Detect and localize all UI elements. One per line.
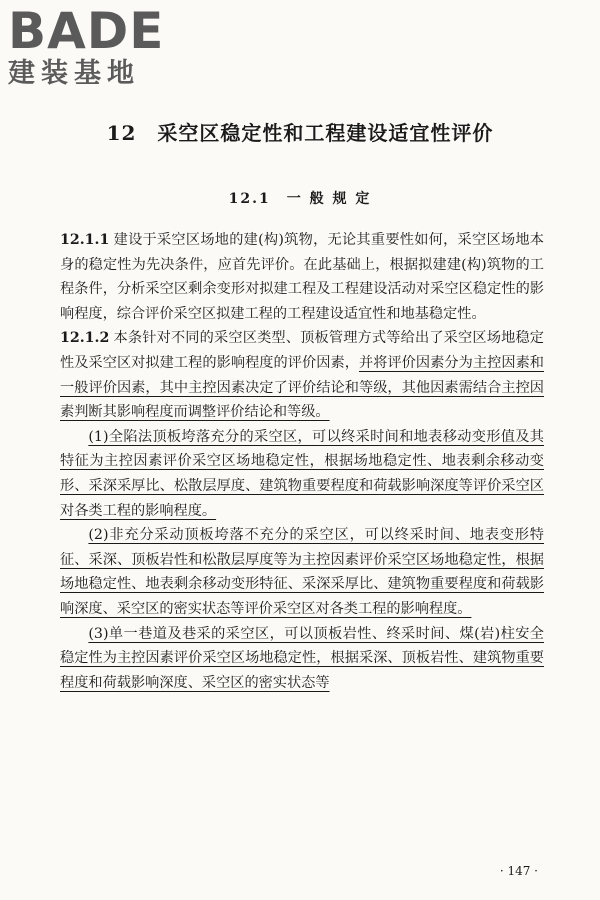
publisher-logo	[8, 4, 178, 90]
logo-chinese-name: 建装基地	[8, 58, 140, 89]
list-item: (1)全陷法顶板垮落充分的采空区，可以终采时间和地表移动变形值及其特征为主控因素评价采空区场地稳定性，根据场地稳定性、地表剩余移动变形、采深采厚比、松散层厚度、建筑物重要程度和荷载影响深度等评价采空区对各类工程的影响程度。	[60, 428, 544, 519]
clause-text-underlined: 并将评价因素分为主控因素和一般评价因素，其中主控因素决定了评价结论和等级，其他因素需结合主控因素判断其影响程度而调整评价结论和等级。	[60, 354, 544, 421]
clause-number: 12.1.1	[60, 232, 110, 248]
chapter-title: 12 采空区稳定性和工程建设适宜性评价	[106, 121, 494, 145]
clause-number: 12.1.2	[60, 330, 110, 347]
list-item: (2)非充分采动顶板垮落不充分的采空区，可以终采时间、地表变形特征、采深、顶板岩性和松散层厚度等为主控因素评价采空区场地稳定性，根据场地稳定性、地表剩余移动变形特征、采深采厚比、建筑物重要程度和荷载影响深度、采空区的密实状态等评价采空区对各类工程的影响程度。	[60, 527, 544, 617]
list-item: (3)单一巷道及巷采的采空区，可以顶板岩性、终采时间、煤(岩)柱安全稳定性为主控因素评价采空区场地稳定性，根据采深、顶板岩性、建筑物重要程度和荷载影响深度、采空区的密实状态等	[60, 625, 544, 691]
page-number: · 147 ·	[499, 864, 538, 878]
clause-text: 本条针对不同的采空区类型、顶板管理方式等给出了采空区场地稳定性及采空区对拟建工程的影响程度的评价因素，	[60, 330, 544, 371]
clause-12-1-2	[60, 326, 544, 424]
body-text	[60, 228, 544, 695]
section-title: 12.1 一 般 规 定	[228, 191, 372, 207]
logo-mark: BADE	[8, 2, 165, 60]
clause-12-1-1	[60, 228, 544, 326]
clause-text: 建设于采空区场地的建(构)筑物，无论其重要性如何，采空区场地本身的稳定性为先决条件，应首先评价。在此基础上，根据拟建建(构)筑物的工程条件，分析采空区剩余变形对拟建工程及工程建设活动对采空区稳定性的影响程度，综合评价采空区拟建工程的工程建设适宜性和地基稳定性。	[60, 232, 544, 322]
